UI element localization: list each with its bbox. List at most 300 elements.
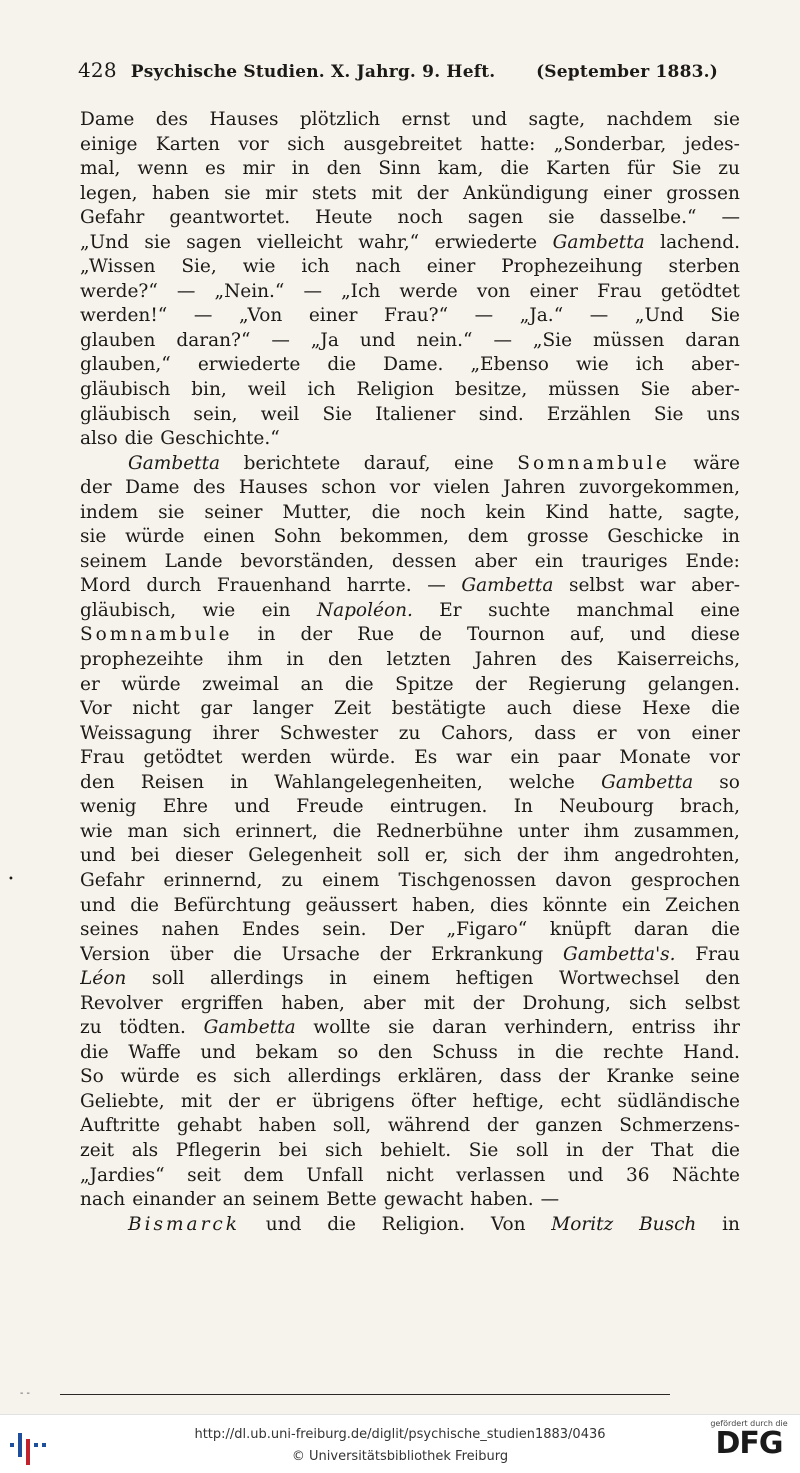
- word: erinnernd,: [163, 869, 263, 891]
- word: sein,: [193, 403, 238, 425]
- word: ihrer: [212, 722, 260, 744]
- word: Frau?“: [384, 305, 449, 327]
- text-line: [80, 722, 740, 747]
- word: mal,: [80, 158, 121, 180]
- word: Tournon: [467, 624, 545, 646]
- word: seinem: [80, 550, 147, 572]
- text-line: [80, 1114, 740, 1139]
- word: des: [155, 109, 189, 130]
- word: die: [124, 428, 154, 450]
- word: Rue: [357, 624, 395, 646]
- word: ausgebreitet: [343, 133, 462, 155]
- text-line: [80, 329, 740, 354]
- word: vor: [238, 133, 269, 155]
- word: der: [379, 943, 412, 965]
- text-line: [80, 182, 740, 207]
- word: und: [630, 624, 666, 646]
- text-line: [80, 1139, 740, 1164]
- word: er: [80, 673, 100, 695]
- word: es: [205, 158, 226, 180]
- dfg-logo-text: DFG: [715, 1426, 783, 1461]
- word: werde: [399, 280, 458, 302]
- word: sie: [80, 526, 107, 548]
- text-line: [80, 452, 740, 477]
- word: behielt.: [380, 1139, 452, 1161]
- word: 36: [626, 1164, 650, 1186]
- word: man: [127, 820, 168, 842]
- word: Jahren: [474, 649, 537, 671]
- word: gläubisch,: [80, 599, 177, 621]
- word: und: [265, 1213, 302, 1235]
- dfg-logo: [706, 1419, 792, 1471]
- word: die: [371, 501, 401, 523]
- word: plötzlich: [299, 109, 381, 130]
- text-line: [80, 967, 740, 992]
- text-line: [80, 697, 740, 722]
- word: würde.: [330, 747, 396, 769]
- word: auch: [506, 698, 552, 720]
- margin-mark: •: [8, 874, 14, 885]
- word: die: [344, 673, 374, 695]
- word: getödtet: [143, 747, 223, 769]
- word: „Ja: [310, 329, 339, 351]
- word: so: [337, 1041, 359, 1063]
- word: aber-: [691, 575, 740, 597]
- word: jedes-: [684, 133, 740, 155]
- word: Dame.: [383, 354, 444, 376]
- word: daran?“: [176, 329, 251, 351]
- word: mit: [423, 992, 455, 1014]
- word: Rednerbühne: [376, 820, 504, 842]
- word: in: [291, 158, 310, 180]
- word: nein.“: [416, 329, 473, 351]
- word: —: [271, 329, 290, 351]
- word: —: [474, 305, 494, 327]
- word: einem: [372, 968, 430, 990]
- word: müssen: [592, 329, 665, 351]
- word: Erkrankung: [431, 943, 544, 965]
- word: haben,: [281, 992, 345, 1014]
- word: trauriges: [581, 550, 668, 572]
- word: hatte,: [608, 501, 664, 523]
- word: haben: [152, 182, 210, 204]
- word: die: [711, 1139, 740, 1161]
- word: des: [193, 477, 226, 499]
- word: —: [589, 305, 609, 327]
- text-line: [80, 280, 740, 305]
- word: sie: [144, 231, 171, 253]
- word: echt: [560, 1090, 602, 1112]
- word: diese: [572, 698, 622, 720]
- word: zuvorgekommen,: [578, 477, 740, 499]
- viewer-footer: [0, 1414, 800, 1473]
- text-line: [80, 795, 740, 820]
- word: weil: [260, 403, 300, 425]
- word: Drohung,: [522, 992, 611, 1014]
- word: es: [196, 1066, 217, 1088]
- word: Version: [80, 943, 150, 965]
- word: gehabt: [176, 1115, 242, 1137]
- word: ihm: [583, 820, 620, 842]
- word: durch: [146, 575, 202, 597]
- word: in: [566, 1139, 584, 1161]
- word: südländische: [617, 1090, 740, 1112]
- word: paar: [557, 747, 601, 769]
- word: einer: [691, 722, 740, 744]
- word: Frauenhand: [216, 575, 332, 597]
- word: den: [377, 1041, 413, 1063]
- word: zu: [718, 158, 740, 180]
- word: entriss: [631, 1017, 696, 1039]
- word: zu: [281, 869, 304, 891]
- text-line: [80, 476, 740, 501]
- word: Hexe: [642, 698, 691, 720]
- word: seine: [690, 1066, 740, 1088]
- word: und: [80, 845, 116, 867]
- word: einer: [308, 305, 358, 327]
- word: Gambetta: [203, 1017, 296, 1039]
- word: Religion.: [381, 1213, 466, 1235]
- text-line: [80, 599, 740, 624]
- word: werden: [241, 747, 312, 769]
- text-line: [80, 943, 740, 968]
- word: Frau: [80, 747, 125, 769]
- word: Léon: [80, 968, 127, 990]
- word: Sie: [671, 158, 702, 180]
- word: heftige,: [472, 1090, 545, 1112]
- word: aber: [362, 992, 406, 1014]
- word: seinem: [252, 1189, 320, 1211]
- word: Tischgenossen: [398, 869, 537, 891]
- word: geantwortet.: [169, 207, 291, 229]
- word: Schuss: [432, 1041, 498, 1063]
- word: sie: [548, 207, 575, 229]
- word: indem: [80, 501, 139, 523]
- word: der: [416, 182, 449, 204]
- word: Sohn: [273, 526, 322, 548]
- permalink-url[interactable]: http://dl.ub.uni-freiburg.de/diglit/psychische_studien1883/0436: [194, 1427, 606, 1442]
- word: langer: [252, 698, 314, 720]
- word: Moritz: [551, 1213, 614, 1235]
- word: übrigens: [311, 1090, 395, 1112]
- word: Neubourg: [559, 796, 654, 818]
- word: Zeit: [333, 698, 372, 720]
- word: der: [516, 845, 549, 867]
- word: Erzählen: [546, 403, 631, 425]
- word: und: [567, 1164, 604, 1186]
- word: mir: [242, 158, 275, 180]
- word: soll: [151, 968, 185, 990]
- word: bekommen,: [340, 526, 450, 548]
- text-line: [80, 427, 740, 452]
- word: die: [80, 1041, 109, 1063]
- word: vor: [709, 747, 740, 769]
- word: Dame: [125, 477, 180, 499]
- word: Somnambule: [80, 624, 233, 646]
- word: Sie: [653, 403, 684, 425]
- word: er: [275, 1090, 296, 1112]
- word: wäre: [693, 452, 740, 474]
- body-text: [80, 108, 740, 1237]
- word: Geschichte.“: [160, 428, 280, 450]
- word: Ursache: [281, 943, 360, 965]
- word: besitze,: [455, 379, 528, 401]
- word: einer: [529, 280, 579, 302]
- text-line: [80, 1164, 740, 1189]
- word: Busch: [639, 1213, 697, 1235]
- word: weil: [247, 379, 287, 401]
- word: erklären,: [397, 1066, 484, 1088]
- word: Karten: [155, 133, 220, 155]
- word: der: [228, 1090, 260, 1112]
- text-line: [80, 894, 740, 919]
- word: dessen: [391, 550, 457, 572]
- word: „Wissen: [80, 256, 156, 278]
- word: tödten.: [119, 1017, 186, 1039]
- text-line: [80, 157, 740, 182]
- word: in: [329, 968, 348, 990]
- word: dies: [490, 894, 529, 916]
- word: Sie,: [181, 256, 217, 278]
- word: Hauses: [209, 109, 279, 130]
- word: wahr,“: [358, 231, 420, 253]
- word: ich: [301, 256, 330, 278]
- word: „Und: [634, 305, 684, 327]
- word: in: [230, 771, 249, 793]
- word: Dame: [80, 109, 135, 130]
- word: vielen: [433, 477, 490, 499]
- word: Lande: [164, 550, 223, 572]
- word: wie: [242, 256, 276, 278]
- word: Wahlangelegenheiten,: [274, 771, 483, 793]
- word: er,: [424, 845, 449, 867]
- word: „Und: [80, 231, 129, 253]
- word: und: [80, 894, 116, 916]
- word: gelangen.: [647, 673, 740, 695]
- text-line: [80, 206, 740, 231]
- word: seit: [187, 1164, 221, 1186]
- word: den: [80, 771, 115, 793]
- word: ein: [621, 894, 651, 916]
- word: Weissagung: [80, 722, 192, 744]
- word: zweimal: [202, 673, 280, 695]
- word: nachdem: [606, 109, 693, 130]
- word: der: [80, 477, 112, 499]
- text-line: [80, 403, 740, 428]
- word: Kranke: [606, 1066, 675, 1088]
- word: war: [455, 747, 492, 769]
- word: Endes: [241, 919, 300, 941]
- word: Er: [439, 599, 462, 621]
- word: Ende:: [685, 550, 740, 572]
- word: die: [327, 1213, 356, 1235]
- word: bin,: [191, 379, 227, 401]
- word: Sie: [710, 305, 740, 327]
- word: suchte: [488, 599, 551, 621]
- text-line: [80, 255, 740, 280]
- word: sterben: [668, 256, 740, 278]
- word: Frau: [597, 280, 642, 302]
- word: Wortwechsel: [559, 968, 680, 990]
- word: gläubisch: [80, 379, 171, 401]
- text-line: [80, 1016, 740, 1041]
- text-line: [80, 574, 740, 599]
- word: ich: [635, 354, 664, 376]
- word: schon: [321, 477, 377, 499]
- word: Gefahr: [80, 869, 145, 891]
- word: Religion: [356, 379, 435, 401]
- word: werde?“: [80, 280, 158, 302]
- word: nahen: [161, 919, 220, 941]
- word: Sie: [322, 403, 353, 425]
- word: legen,: [80, 182, 138, 204]
- word: Hauses: [238, 477, 308, 499]
- word: ein: [534, 550, 564, 572]
- word: ein: [510, 747, 540, 769]
- word: Somnambule: [517, 452, 670, 474]
- word: sind.: [478, 403, 524, 425]
- word: Gefahr: [80, 207, 145, 229]
- text-line: [80, 992, 740, 1017]
- word: Gambetta: [461, 575, 554, 597]
- word: So: [80, 1066, 104, 1088]
- word: Es: [414, 747, 438, 769]
- word: bei: [130, 845, 160, 867]
- word: vor: [389, 477, 421, 499]
- word: der: [300, 624, 333, 646]
- word: Spitze: [395, 673, 454, 695]
- text-line: [80, 746, 740, 771]
- word: in: [286, 649, 305, 671]
- word: Cahors,: [441, 722, 514, 744]
- word: vielleicht: [256, 231, 343, 253]
- word: Sie: [640, 379, 671, 401]
- word: gar: [200, 698, 233, 720]
- word: also: [80, 428, 118, 450]
- word: glauben,“: [80, 354, 171, 376]
- word: stets: [311, 182, 357, 204]
- word: Der: [389, 919, 424, 941]
- word: Befürchtung: [173, 894, 291, 916]
- word: einem: [322, 869, 380, 891]
- word: einer: [426, 256, 476, 278]
- word: prophezeihte: [80, 649, 204, 671]
- word: haben,: [411, 894, 476, 916]
- word: von: [637, 722, 671, 744]
- word: auf,: [569, 624, 605, 646]
- word: dass: [499, 1066, 542, 1088]
- word: Napoléon.: [316, 599, 413, 621]
- word: wie: [80, 820, 113, 842]
- word: Revolver: [80, 992, 163, 1014]
- word: sagte,: [683, 501, 740, 523]
- word: Gambetta: [552, 231, 645, 253]
- word: nach: [80, 1189, 126, 1211]
- word: einige: [80, 133, 138, 155]
- word: dieser: [174, 845, 233, 867]
- issue-date: (September 1883.): [536, 62, 718, 82]
- word: sein.: [322, 919, 367, 941]
- word: allerdings: [287, 1066, 382, 1088]
- word: war: [639, 575, 676, 597]
- word: soll,: [332, 1115, 372, 1137]
- word: wie: [575, 354, 609, 376]
- word: Hand.: [683, 1041, 740, 1063]
- word: —: [193, 305, 213, 327]
- text-line: [80, 108, 740, 133]
- word: Geschicke: [607, 526, 704, 548]
- text-line: [80, 133, 740, 158]
- word: die: [327, 354, 357, 376]
- word: eintrugen.: [389, 796, 488, 818]
- word: verlassen: [456, 1164, 546, 1186]
- word: ich: [307, 379, 336, 401]
- word: würde: [120, 1066, 180, 1088]
- word: geäussert: [305, 894, 398, 916]
- text-line: [80, 525, 740, 550]
- word: lachend.: [660, 231, 740, 253]
- word: Gelegenheit: [248, 845, 362, 867]
- word: Geliebte,: [80, 1090, 165, 1112]
- word: That: [650, 1139, 694, 1161]
- text-line: [80, 623, 740, 648]
- word: „Nein.“: [214, 280, 285, 302]
- word: mit: [371, 182, 403, 204]
- word: grossen: [666, 182, 740, 204]
- word: könnte: [542, 894, 608, 916]
- word: ihm: [227, 649, 263, 671]
- word: —: [427, 575, 446, 597]
- word: werden!“: [80, 305, 168, 327]
- word: wie: [202, 599, 236, 621]
- word: aber: [474, 550, 517, 572]
- word: hatte:: [480, 133, 536, 155]
- word: und: [234, 796, 270, 818]
- word: Karten: [546, 158, 611, 180]
- text-line: [80, 1188, 740, 1213]
- word: unter: [517, 820, 569, 842]
- word: bevorständen,: [240, 550, 375, 572]
- word: heftigen: [455, 968, 534, 990]
- word: sagen: [467, 207, 524, 229]
- word: gewacht: [383, 1189, 464, 1211]
- word: die: [711, 698, 740, 720]
- rule-marks: - -: [20, 1388, 30, 1399]
- word: die: [554, 1041, 584, 1063]
- word: gesprochen: [630, 869, 740, 891]
- word: In: [513, 796, 533, 818]
- word: zeit: [80, 1139, 115, 1161]
- word: —: [540, 1189, 560, 1211]
- word: sie: [158, 501, 185, 523]
- word: seines: [80, 919, 139, 941]
- word: Reisen: [140, 771, 205, 793]
- word: Gambetta's.: [563, 943, 676, 965]
- word: Monate: [619, 747, 691, 769]
- word: darauf,: [363, 452, 431, 474]
- word: allerdings: [209, 968, 304, 990]
- word: zu: [80, 1017, 102, 1039]
- word: berichtete: [243, 452, 341, 474]
- text-line: [80, 673, 740, 698]
- word: sich: [233, 1066, 271, 1088]
- word: einen: [203, 526, 255, 548]
- word: gläubisch: [80, 403, 171, 425]
- word: zu: [398, 722, 421, 744]
- text-line: [80, 648, 740, 673]
- text-line: [80, 1213, 740, 1238]
- word: die: [233, 943, 262, 965]
